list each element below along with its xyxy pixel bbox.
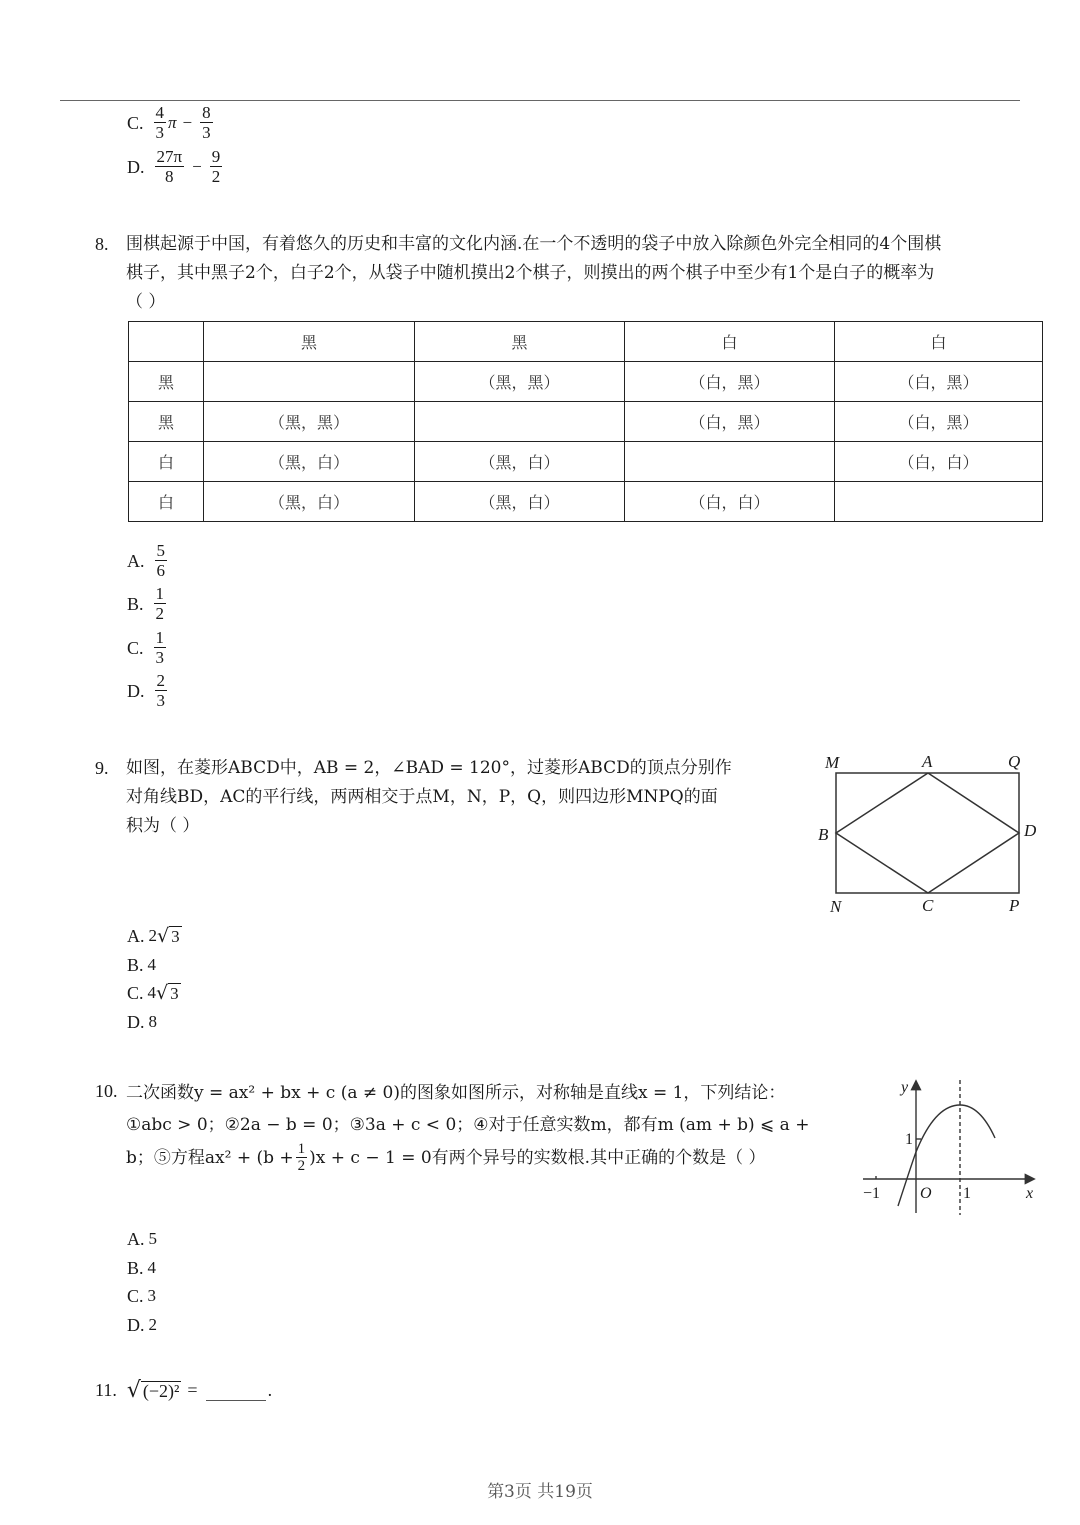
fraction: $\frac{27\pi}{8}$ xyxy=(156,147,183,186)
svg-text:y: y xyxy=(901,1079,909,1096)
fraction: $\frac{1}{2}$ xyxy=(297,1141,306,1174)
table-row: 黑 （黑，黑） （白，黑） （白，黑） xyxy=(129,402,1043,442)
q9-rhombus-figure xyxy=(815,745,1045,920)
fraction: $\frac{1}{2}$ xyxy=(155,584,165,623)
table-row: 黑 （黑，黑） （白，黑） （白，黑） xyxy=(129,362,1043,402)
label-q: Q xyxy=(1008,752,1021,771)
label-m: M xyxy=(825,753,840,772)
svg-text:1: 1 xyxy=(905,1131,913,1148)
svg-text:1: 1 xyxy=(963,1185,971,1202)
fraction: $\frac{1}{3}$ xyxy=(155,628,165,667)
q10-option-d[interactable]: D. 2 xyxy=(127,1315,157,1335)
q10-parabola-figure xyxy=(855,1070,1045,1220)
q8-option-a[interactable]: A. $\frac{5}{6}$ xyxy=(127,541,165,580)
fraction: $\frac{2}{3}$ xyxy=(156,671,165,710)
q9-stem: 如图，在菱形ABCD中，AB = 2，∠BAD = 120°，过菱形ABCD的顶点分别作 对角线BD，AC的平行线，两两相交于点M，N，P，Q，则四边形MNPQ的面 积为（ ） xyxy=(126,758,732,836)
sqrt: √ 3 xyxy=(157,925,180,947)
sqrt: √ (−2)² xyxy=(126,1378,180,1403)
q7-option-c[interactable]: C. $\frac{4}{3}$ π − $\frac{8}{3}$ xyxy=(127,103,211,142)
q9-option-a[interactable]: A. 2 √ 3 xyxy=(127,925,180,947)
label-c: C xyxy=(922,896,934,915)
q8-number: 8. xyxy=(95,234,109,254)
q9-option-d[interactable]: D. 8 xyxy=(127,1012,157,1032)
fraction: $\frac{8}{3}$ xyxy=(202,103,211,142)
label-n: N xyxy=(830,897,842,916)
fraction: $\frac{9}{2}$ xyxy=(211,147,221,186)
page-footer: 第3页 共19页 xyxy=(487,1482,593,1502)
q8-option-d[interactable]: D. $\frac{2}{3}$ xyxy=(127,671,165,710)
answer-blank[interactable] xyxy=(206,1386,266,1401)
q7-option-d[interactable]: D. $\frac{27\pi}{8}$ − $\frac{9}{2}$ xyxy=(127,147,221,186)
fraction: $\frac{4}{3}$ xyxy=(155,103,165,142)
q8-option-c[interactable]: C. $\frac{1}{3}$ xyxy=(127,628,165,667)
label-b: B xyxy=(818,825,829,844)
header-rule xyxy=(60,100,1020,101)
q10-option-a[interactable]: A. 5 xyxy=(127,1229,157,1249)
fraction: $\frac{5}{6}$ xyxy=(156,541,165,580)
q8-outcome-table xyxy=(128,321,1043,522)
q10-stem: 二次函数y = ax² + bx + c (a ≠ 0)的图象如图所示，对称轴是直线x = 1，下列结论： ①abc > 0；②2a − b = 0；③3a + c < 0；④对于任意实数m，都有m (am + b) ⩽ a + b；⑤方程ax² + (b + $\frac{1}{2}$ )x + c − 1 = 0有两个异号的实数根.其中正确的个数是（ ） xyxy=(126,1083,810,1174)
q10-number: 10. xyxy=(95,1081,118,1101)
q9-number: 9. xyxy=(95,758,109,778)
q9-option-b[interactable]: B. 4 xyxy=(127,955,157,975)
q9-option-c[interactable]: C. 4 √ 3 xyxy=(127,982,179,1004)
q10-option-b[interactable]: B. 4 xyxy=(127,1258,157,1278)
q10-option-c[interactable]: C. 3 xyxy=(127,1286,157,1306)
svg-text:O: O xyxy=(920,1185,932,1202)
table-row: 白 （黑，白） （黑，白） （白，白） xyxy=(129,442,1043,482)
label-a: A xyxy=(922,752,933,771)
label-p: P xyxy=(1009,896,1020,915)
q11-stem: 11. √ (−2)² = . xyxy=(95,1378,273,1403)
parabola-curve xyxy=(898,1105,995,1206)
label-d: D xyxy=(1024,821,1037,840)
table-row: 白 （黑，白） （黑，白） （白，白） xyxy=(129,482,1043,522)
svg-text:x: x xyxy=(1026,1185,1034,1202)
q8-option-b[interactable]: B. $\frac{1}{2}$ xyxy=(127,584,165,623)
sqrt: √ 3 xyxy=(156,982,179,1004)
svg-text:−1: −1 xyxy=(863,1185,881,1202)
table-header-row: 黑 黑 白 白 xyxy=(129,322,1043,362)
q8-stem: 围棋起源于中国，有着悠久的历史和丰富的文化内涵.在一个不透明的袋子中放入除颜色外完全相同的4个围棋 棋子，其中黑子2个，白子2个，从袋子中随机摸出2个棋子，则摸出的两个棋子中至少有1个是白子的概率为 （ ） xyxy=(126,234,942,312)
